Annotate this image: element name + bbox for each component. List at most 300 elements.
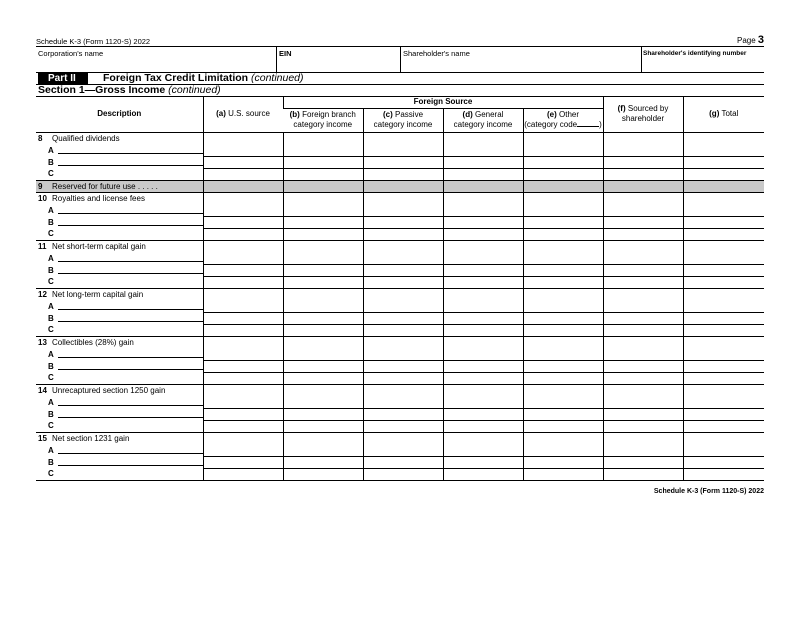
amount-cell[interactable] (443, 228, 523, 240)
col-g-total: (g) Total (683, 96, 764, 132)
line-14-sub-row (36, 420, 764, 432)
amount-cell[interactable] (603, 312, 683, 324)
amount-cell[interactable] (523, 324, 603, 336)
amount-cell[interactable] (603, 420, 683, 432)
shaded-cell (363, 180, 443, 192)
amount-cell[interactable] (603, 372, 683, 384)
amount-cell[interactable] (443, 300, 523, 312)
amount-cell[interactable] (443, 420, 523, 432)
amount-cell[interactable] (283, 312, 363, 324)
amount-cell[interactable] (603, 144, 683, 156)
amount-cell[interactable] (203, 348, 283, 360)
line-8-row (36, 132, 764, 144)
amount-cell[interactable] (683, 444, 764, 456)
amount-cell[interactable] (523, 468, 603, 480)
amount-cell[interactable] (363, 336, 443, 348)
amount-cell[interactable] (363, 132, 443, 144)
amount-cell[interactable] (523, 408, 603, 420)
amount-cell[interactable] (283, 132, 363, 144)
amount-cell[interactable] (523, 360, 603, 372)
amount-cell[interactable] (443, 396, 523, 408)
description-input-line[interactable] (58, 357, 203, 358)
amount-cell[interactable] (603, 336, 683, 348)
amount-cell[interactable] (523, 384, 603, 396)
amount-cell[interactable] (683, 204, 764, 216)
line-label: Reserved for future use (52, 181, 136, 191)
amount-cell[interactable] (603, 324, 683, 336)
amount-cell[interactable] (683, 216, 764, 228)
amount-cell[interactable] (283, 264, 363, 276)
amount-cell[interactable] (363, 300, 443, 312)
line-11-sub-row (36, 264, 764, 276)
amount-cell[interactable] (203, 396, 283, 408)
amount-cell[interactable] (603, 432, 683, 444)
amount-cell[interactable] (283, 408, 363, 420)
amount-cell[interactable] (523, 228, 603, 240)
amount-cell[interactable] (683, 456, 764, 468)
amount-cell[interactable] (683, 372, 764, 384)
sub-line-letter: C (48, 277, 54, 287)
amount-cell[interactable] (683, 168, 764, 180)
amount-cell[interactable] (683, 156, 764, 168)
sub-line-letter: A (48, 349, 54, 359)
amount-cell[interactable] (283, 168, 363, 180)
amount-cell[interactable] (523, 336, 603, 348)
col-d-general: (d) General category income (443, 108, 523, 132)
description-input-line[interactable] (58, 261, 203, 262)
amount-cell[interactable] (203, 204, 283, 216)
amount-cell[interactable] (443, 192, 523, 204)
amount-cell[interactable] (603, 444, 683, 456)
amount-cell[interactable] (443, 240, 523, 252)
amount-cell[interactable] (283, 360, 363, 372)
line-11-sub-row (36, 252, 764, 264)
description-input-line[interactable] (58, 369, 203, 370)
amount-cell[interactable] (363, 288, 443, 300)
amount-cell[interactable] (283, 216, 363, 228)
amount-cell[interactable] (363, 144, 443, 156)
amount-cell[interactable] (283, 336, 363, 348)
amount-cell[interactable] (683, 336, 764, 348)
line-11-sub-row (36, 276, 764, 288)
line-12-row (36, 288, 764, 300)
line-15-sub-row (36, 444, 764, 456)
amount-cell[interactable] (363, 240, 443, 252)
shareholder-id-field[interactable]: Shareholder's identifying number (643, 50, 747, 57)
line-14-sub-row (36, 396, 764, 408)
amount-cell[interactable] (283, 228, 363, 240)
amount-cell[interactable] (603, 228, 683, 240)
amount-cell[interactable] (523, 312, 603, 324)
line-label: Qualified dividends (52, 133, 120, 143)
amount-cell[interactable] (683, 432, 764, 444)
amount-cell[interactable] (203, 384, 283, 396)
amount-cell[interactable] (443, 336, 523, 348)
amount-cell[interactable] (603, 348, 683, 360)
amount-cell[interactable] (283, 156, 363, 168)
amount-cell[interactable] (603, 456, 683, 468)
amount-cell[interactable] (363, 216, 443, 228)
line-11-row (36, 240, 764, 252)
amount-cell[interactable] (283, 372, 363, 384)
amount-cell[interactable] (523, 204, 603, 216)
amount-cell[interactable] (203, 288, 283, 300)
amount-cell[interactable] (203, 192, 283, 204)
description-input-line[interactable] (58, 465, 203, 466)
amount-cell[interactable] (363, 456, 443, 468)
amount-cell[interactable] (683, 396, 764, 408)
amount-cell[interactable] (443, 372, 523, 384)
amount-cell[interactable] (283, 300, 363, 312)
page-label: Page 3 (737, 34, 765, 46)
amount-cell[interactable] (363, 432, 443, 444)
gross-income-table (36, 96, 764, 481)
amount-cell[interactable] (203, 444, 283, 456)
amount-cell[interactable] (363, 372, 443, 384)
amount-cell[interactable] (603, 408, 683, 420)
ein-field[interactable]: EIN (279, 49, 292, 58)
amount-cell[interactable] (363, 312, 443, 324)
amount-cell[interactable] (683, 264, 764, 276)
line-number: 8 (38, 133, 43, 143)
description-input-line[interactable] (58, 309, 203, 310)
amount-cell[interactable] (523, 444, 603, 456)
amount-cell[interactable] (203, 264, 283, 276)
amount-cell[interactable] (203, 156, 283, 168)
amount-cell[interactable] (203, 276, 283, 288)
line-12-sub-row (36, 312, 764, 324)
page-number: 3 (757, 34, 765, 46)
sub-line-letter: A (48, 253, 54, 263)
amount-cell[interactable] (603, 132, 683, 144)
amount-cell[interactable] (363, 204, 443, 216)
amount-cell[interactable] (443, 348, 523, 360)
description-input-line[interactable] (58, 405, 203, 406)
sub-line-letter: A (48, 145, 54, 155)
amount-cell[interactable] (283, 420, 363, 432)
amount-cell[interactable] (603, 156, 683, 168)
amount-cell[interactable] (523, 252, 603, 264)
amount-cell[interactable] (363, 348, 443, 360)
amount-cell[interactable] (523, 456, 603, 468)
amount-cell[interactable] (683, 420, 764, 432)
amount-cell[interactable] (443, 408, 523, 420)
amount-cell[interactable] (283, 468, 363, 480)
amount-cell[interactable] (603, 216, 683, 228)
amount-cell[interactable] (603, 288, 683, 300)
amount-cell[interactable] (443, 312, 523, 324)
amount-cell[interactable] (523, 192, 603, 204)
form-name-footer: Schedule K-3 (Form 1120-S) 2022 (653, 488, 764, 495)
col-description: Description (36, 96, 203, 132)
amount-cell[interactable] (523, 372, 603, 384)
description-input-line[interactable] (58, 273, 203, 274)
amount-cell[interactable] (443, 204, 523, 216)
sub-line-letter: A (48, 445, 54, 455)
amount-cell[interactable] (203, 456, 283, 468)
sub-line-letter: B (48, 265, 54, 275)
amount-cell[interactable] (683, 384, 764, 396)
sub-line-letter: B (48, 361, 54, 371)
amount-cell[interactable] (523, 132, 603, 144)
amount-cell[interactable] (523, 216, 603, 228)
amount-cell[interactable] (443, 468, 523, 480)
amount-cell[interactable] (363, 168, 443, 180)
shaded-cell (283, 180, 363, 192)
amount-cell[interactable] (203, 252, 283, 264)
line-13-sub-row (36, 372, 764, 384)
line-14-row (36, 384, 764, 396)
amount-cell[interactable] (603, 204, 683, 216)
line-10-row (36, 192, 764, 204)
amount-cell[interactable] (443, 444, 523, 456)
sub-line-letter: C (48, 325, 54, 335)
amount-cell[interactable] (363, 324, 443, 336)
amount-cell[interactable] (683, 468, 764, 480)
line-8-sub-row (36, 144, 764, 156)
amount-cell[interactable] (203, 468, 283, 480)
amount-cell[interactable] (283, 444, 363, 456)
amount-cell[interactable] (363, 192, 443, 204)
amount-cell[interactable] (203, 228, 283, 240)
amount-cell[interactable] (363, 408, 443, 420)
line-number: 14 (38, 385, 47, 395)
amount-cell[interactable] (203, 300, 283, 312)
amount-cell[interactable] (603, 360, 683, 372)
line-number: 13 (38, 337, 47, 347)
line-15-sub-row (36, 468, 764, 480)
amount-cell[interactable] (203, 360, 283, 372)
amount-cell[interactable] (283, 324, 363, 336)
sub-line-letter: C (48, 169, 54, 179)
amount-cell[interactable] (523, 420, 603, 432)
shaded-cell (603, 180, 683, 192)
amount-cell[interactable] (283, 456, 363, 468)
amount-cell[interactable] (523, 168, 603, 180)
sub-line-letter: A (48, 397, 54, 407)
line-number: 15 (38, 433, 47, 443)
amount-cell[interactable] (363, 228, 443, 240)
line-label: Net short-term capital gain (52, 241, 146, 251)
line-9-row (36, 180, 764, 192)
amount-cell[interactable] (443, 132, 523, 144)
amount-cell[interactable] (283, 252, 363, 264)
amount-cell[interactable] (203, 420, 283, 432)
description-input-line[interactable] (58, 153, 203, 154)
amount-cell[interactable] (523, 264, 603, 276)
amount-cell[interactable] (523, 396, 603, 408)
amount-cell[interactable] (683, 228, 764, 240)
amount-cell[interactable] (283, 384, 363, 396)
amount-cell[interactable] (203, 312, 283, 324)
amount-cell[interactable] (523, 300, 603, 312)
amount-cell[interactable] (443, 264, 523, 276)
amount-cell[interactable] (683, 360, 764, 372)
sub-line-letter: C (48, 469, 54, 479)
amount-cell[interactable] (283, 432, 363, 444)
line-13-row (36, 336, 764, 348)
amount-cell[interactable] (203, 432, 283, 444)
section-heading: Section 1—Gross Income (continued) (38, 84, 221, 96)
amount-cell[interactable] (283, 396, 363, 408)
amount-cell[interactable] (443, 432, 523, 444)
amount-cell[interactable] (683, 192, 764, 204)
description-input-line[interactable] (58, 213, 203, 214)
line-8-sub-row (36, 168, 764, 180)
amount-cell[interactable] (683, 144, 764, 156)
line-13-sub-row (36, 348, 764, 360)
amount-cell[interactable] (603, 396, 683, 408)
line-12-sub-row (36, 324, 764, 336)
amount-cell[interactable] (683, 348, 764, 360)
description-input-line[interactable] (58, 165, 203, 166)
amount-cell[interactable] (603, 264, 683, 276)
line-label: Net long-term capital gain (52, 289, 144, 299)
amount-cell[interactable] (683, 408, 764, 420)
amount-cell[interactable] (603, 240, 683, 252)
sub-line-letter: B (48, 217, 54, 227)
shaded-cell (683, 180, 764, 192)
amount-cell[interactable] (683, 300, 764, 312)
form-name-header: Schedule K-3 (Form 1120-S) 2022 (36, 37, 151, 46)
amount-cell[interactable] (203, 336, 283, 348)
amount-cell[interactable] (363, 396, 443, 408)
sub-line-letter: B (48, 157, 54, 167)
sub-line-letter: C (48, 421, 54, 431)
amount-cell[interactable] (363, 264, 443, 276)
line-label: Net section 1231 gain (52, 433, 130, 443)
amount-cell[interactable] (523, 240, 603, 252)
amount-cell[interactable] (363, 360, 443, 372)
amount-cell[interactable] (683, 288, 764, 300)
amount-cell[interactable] (363, 276, 443, 288)
amount-cell[interactable] (683, 312, 764, 324)
amount-cell[interactable] (363, 444, 443, 456)
col-b-foreign-branch: (b) Foreign branch category income (283, 108, 363, 132)
amount-cell[interactable] (283, 348, 363, 360)
leader-dots: . . . . . (135, 181, 158, 191)
amount-cell[interactable] (203, 132, 283, 144)
line-15-row (36, 432, 764, 444)
col-a-us-source: (a) U.S. source (203, 96, 283, 132)
amount-cell[interactable] (203, 408, 283, 420)
line-10-sub-row (36, 228, 764, 240)
sub-line-letter: B (48, 313, 54, 323)
amount-cell[interactable] (443, 276, 523, 288)
amount-cell[interactable] (523, 144, 603, 156)
amount-cell[interactable] (203, 240, 283, 252)
amount-cell[interactable] (203, 372, 283, 384)
amount-cell[interactable] (283, 276, 363, 288)
amount-cell[interactable] (283, 204, 363, 216)
amount-cell[interactable] (523, 288, 603, 300)
description-input-line[interactable] (58, 453, 203, 454)
amount-cell[interactable] (443, 384, 523, 396)
amount-cell[interactable] (443, 252, 523, 264)
part-title: Foreign Tax Credit Limitation (continued) (103, 72, 304, 84)
line-label: Royalties and license fees (52, 193, 145, 203)
col-e-other: (e) Other (category code ) (523, 108, 603, 132)
amount-cell[interactable] (363, 468, 443, 480)
amount-cell[interactable] (443, 216, 523, 228)
sub-line-letter: A (48, 205, 54, 215)
line-number: 12 (38, 289, 47, 299)
line-label: Collectibles (28%) gain (52, 337, 134, 347)
amount-cell[interactable] (523, 432, 603, 444)
amount-cell[interactable] (603, 252, 683, 264)
amount-cell[interactable] (603, 300, 683, 312)
amount-cell[interactable] (283, 192, 363, 204)
description-input-line[interactable] (58, 417, 203, 418)
line-number: 9 (38, 181, 43, 191)
amount-cell[interactable] (443, 288, 523, 300)
amount-cell[interactable] (363, 156, 443, 168)
amount-cell[interactable] (443, 324, 523, 336)
description-input-line[interactable] (58, 225, 203, 226)
sub-line-letter: B (48, 457, 54, 467)
amount-cell[interactable] (683, 132, 764, 144)
shaded-cell (443, 180, 523, 192)
line-10-sub-row (36, 204, 764, 216)
sub-line-letter: C (48, 373, 54, 383)
shaded-cell (523, 180, 603, 192)
amount-cell[interactable] (443, 360, 523, 372)
amount-cell[interactable] (283, 288, 363, 300)
amount-cell[interactable] (283, 144, 363, 156)
sub-line-letter: B (48, 409, 54, 419)
amount-cell[interactable] (283, 240, 363, 252)
shaded-cell (203, 180, 283, 192)
amount-cell[interactable] (443, 144, 523, 156)
line-15-sub-row (36, 456, 764, 468)
amount-cell[interactable] (443, 456, 523, 468)
amount-cell[interactable] (683, 252, 764, 264)
sub-line-letter: C (48, 229, 54, 239)
amount-cell[interactable] (203, 168, 283, 180)
amount-cell[interactable] (203, 324, 283, 336)
line-label: Unrecaptured section 1250 gain (52, 385, 166, 395)
sub-line-letter: A (48, 301, 54, 311)
amount-cell[interactable] (683, 240, 764, 252)
amount-cell[interactable] (443, 156, 523, 168)
line-8-sub-row (36, 156, 764, 168)
corporation-name-field[interactable]: Corporation's name (38, 49, 104, 58)
amount-cell[interactable] (523, 156, 603, 168)
amount-cell[interactable] (683, 276, 764, 288)
amount-cell[interactable] (603, 168, 683, 180)
line-number: 11 (38, 241, 47, 251)
amount-cell[interactable] (603, 468, 683, 480)
shareholder-name-field[interactable]: Shareholder's name (403, 49, 470, 58)
amount-cell[interactable] (603, 384, 683, 396)
amount-cell[interactable] (523, 348, 603, 360)
amount-cell[interactable] (603, 276, 683, 288)
line-number: 10 (38, 193, 47, 203)
col-f-sourced-by-shareholder: (f) Sourced by shareholder (603, 96, 683, 132)
line-13-sub-row (36, 360, 764, 372)
amount-cell[interactable] (363, 384, 443, 396)
description-input-line[interactable] (58, 321, 203, 322)
amount-cell[interactable] (443, 168, 523, 180)
amount-cell[interactable] (363, 420, 443, 432)
amount-cell[interactable] (203, 216, 283, 228)
amount-cell[interactable] (203, 144, 283, 156)
amount-cell[interactable] (363, 252, 443, 264)
col-c-passive: (c) Passive category income (363, 108, 443, 132)
amount-cell[interactable] (523, 276, 603, 288)
amount-cell[interactable] (683, 324, 764, 336)
amount-cell[interactable] (603, 192, 683, 204)
